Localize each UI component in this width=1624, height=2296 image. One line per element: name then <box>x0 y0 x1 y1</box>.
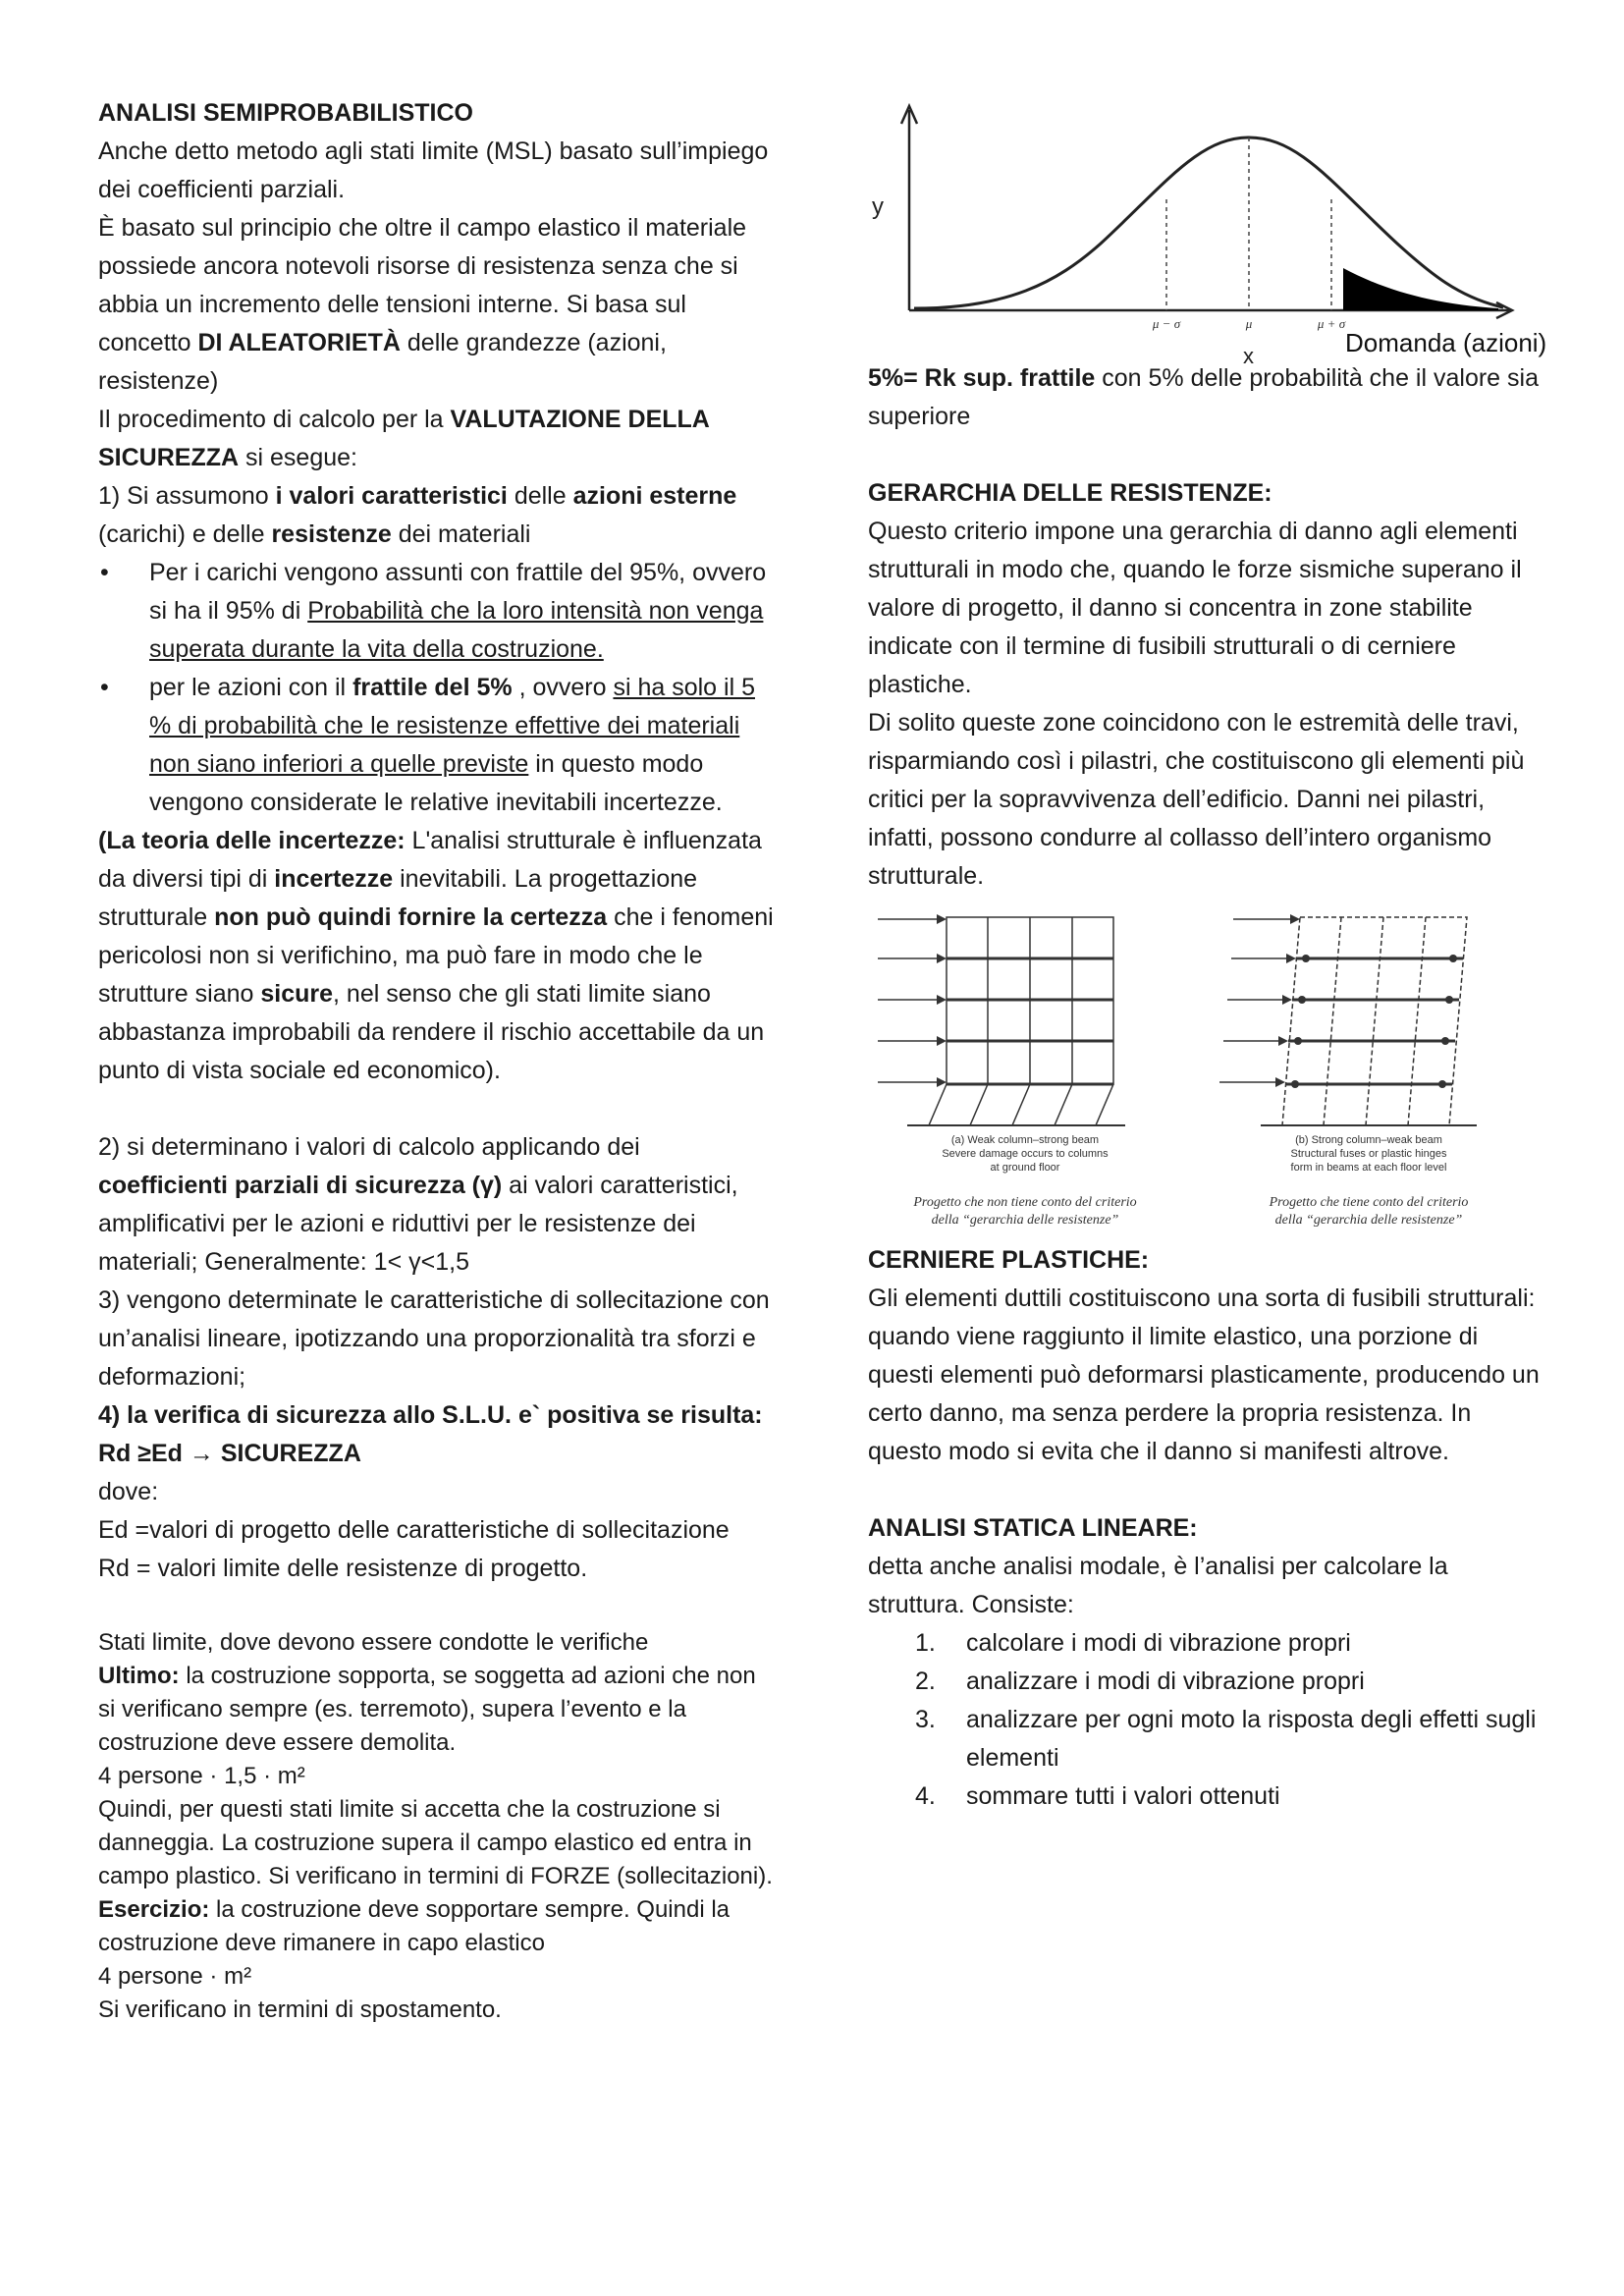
list-item: 1. calcolare i modi di vibrazione propri <box>915 1629 1351 1657</box>
tail-shaded-area <box>1343 268 1498 310</box>
step-2: 2) si determinano i valori di calcolo applicando dei coefficienti parziali di sicurezza (γ) ai valori caratteristici, amplificativi per le azioni e riduttivi per le resistenze dei materiali; Generalmente: 1< γ<1,5 <box>98 1133 738 1276</box>
left-column <box>98 94 776 2027</box>
y-axis-label: y <box>872 193 884 220</box>
frame-weak-column <box>878 917 1125 1125</box>
right-column <box>868 94 1545 1816</box>
bullet-list <box>98 554 776 822</box>
step-3: 3) vengono determinate le caratteristiche di sollecitazione con un’analisi lineare, ipotizzando una proporzionalità tra sforzi e deformazioni; <box>98 1286 770 1391</box>
frame-a-caption-2: della “gerarchia delle resistenze” <box>931 1213 1119 1228</box>
frame-b-label-1: (b) Strong column–weak beam <box>1295 1134 1442 1146</box>
section-title-gerarchia: GERARCHIA DELLE RESISTENZE: <box>868 479 1272 507</box>
frames-figure-captions <box>868 1192 1545 1231</box>
stati-limite-block <box>98 1626 776 2027</box>
frame-a-caption-1: Progetto che non tiene conto del criterio <box>913 1195 1137 1210</box>
step-1: 1) Si assumono i valori caratteristici delle azioni esterne (carichi) e delle resistenze dei materiali <box>98 482 737 548</box>
frame-b-caption-2: della “gerarchia delle resistenze” <box>1274 1213 1463 1228</box>
tick-mu-minus-sigma: μ − σ <box>1152 316 1181 331</box>
frame-b-caption-1: Progetto che tiene conto del criterio <box>1269 1195 1469 1210</box>
statica-paragraph: detta anche analisi modale, è l’analisi per calcolare la struttura. Consiste: <box>868 1553 1448 1618</box>
quindi-paragraph: Quindi, per questi stati limite si accetta che la costruzione si danneggia. La costruzione supera il campo elastico ed entra in campo plastico. Si verificano in termini di FORZE (sollecitazioni). <box>98 1796 773 1889</box>
frames-figure <box>868 909 1545 1192</box>
spostamento-paragraph: Si verificano in termini di spostamento. <box>98 1996 502 2023</box>
tick-mu: μ <box>1245 316 1253 331</box>
list-item: 2. analizzare i modi di vibrazione propri <box>915 1667 1365 1695</box>
bullet-item-carichi: • Per i carichi vengono assunti con frattile del 95%, ovvero si ha il 95% di Probabilità che la loro intensità non venga superata durante la vita della costruzione. <box>98 554 776 669</box>
x-axis-label: x <box>1243 344 1254 368</box>
gerarchia-paragraph-2: Di solito queste zone coincidono con le estremità delle travi, risparmiando così i pilastri, che costituiscono gli elementi più critici per la sopravvivenza dell’edificio. Danni nei pilastri, infatti, possono condurre al collasso dell’intero organismo strutturale. <box>868 709 1525 890</box>
bell-curve <box>914 137 1503 308</box>
ed-definition: Ed =valori di progetto delle caratteristiche di sollecitazione <box>98 1516 730 1544</box>
persone-formula-2: 4 persone · m² <box>98 1963 252 1990</box>
frame-strong-column <box>1219 917 1477 1125</box>
rd-definition: Rd = valori limite delle resistenze di progetto. <box>98 1555 588 1582</box>
gerarchia-paragraph-1: Questo criterio impone una gerarchia di danno agli elementi strutturali in modo che, quando le forze sismiche superano il valore di progetto, il danno si concentra in zone stabilite indicate con il termine di fusibili strutturali o di cerniere plastiche. <box>868 518 1522 698</box>
list-item: 3. analizzare per ogni moto la risposta degli effetti sugli elementi <box>915 1706 1537 1772</box>
step-4: 4) la verifica di sicurezza allo S.L.U. e` positiva se risulta: Rd ≥Ed → SICUREZZA <box>98 1401 763 1467</box>
frame-b-label-2: Structural fuses or plastic hinges <box>1290 1148 1447 1160</box>
frame-a-label-1: (a) Weak column–strong beam <box>950 1134 1100 1146</box>
section-title-analisi: ANALISI SEMIPROBABILISTICO <box>98 99 473 127</box>
persone-formula-1: 4 persone · 1,5 · m² <box>98 1763 305 1789</box>
stati-limite-intro: Stati limite, dove devono essere condotte le verifiche <box>98 1629 649 1656</box>
normal-distribution-figure <box>860 86 1567 371</box>
tick-mu-plus-sigma: μ + σ <box>1317 316 1346 331</box>
dove-label: dove: <box>98 1478 159 1505</box>
domanda-label: Domanda (azioni) <box>1345 328 1547 357</box>
numbered-list <box>868 1624 1545 1816</box>
frame-a-label-2: Severe damage occurs to columns <box>942 1148 1109 1160</box>
teoria-incertezze-paragraph: (La teoria delle incertezze: L'analisi strutturale è influenzata da diversi tipi di incertezze inevitabili. La progettazione strutturale non può quindi fornire la certezza che i fenomeni pericolosi non si verifichino, ma può fare in modo che le strutture siano sicure, nel senso che gli stati limite siano abbastanza improbabili da rendere il rischio accettabile da un punto di vista sociale ed economico). <box>98 827 774 1084</box>
arrowheads-left <box>937 914 947 1087</box>
section-title-cerniere: CERNIERE PLASTICHE: <box>868 1246 1150 1274</box>
section-title-statica: ANALISI STATICA LINEARE: <box>868 1514 1198 1542</box>
ultimo-paragraph: Ultimo: la costruzione sopporta, se soggetta ad azioni che non si verificano sempre (es. terremoto), supera l’evento e la costruzione deve essere demolita. <box>98 1663 756 1756</box>
frame-a-label-3: at ground floor <box>990 1162 1060 1174</box>
intro-paragraph-1: Anche detto metodo agli stati limite (MSL) basato sull’impiego dei coefficienti parziali. <box>98 137 769 203</box>
procedure-paragraph: Il procedimento di calcolo per la VALUTAZIONE DELLA SICUREZZA si esegue: <box>98 406 709 471</box>
frame-b-label-3: form in beams at each floor level <box>1290 1162 1447 1174</box>
list-item: 4. sommare tutti i valori ottenuti <box>915 1782 1280 1810</box>
frattile-paragraph: 5%= Rk sup. frattile con 5% delle probabilità che il valore sia superiore <box>868 364 1539 430</box>
esercizio-paragraph: Esercizio: la costruzione deve sopportare sempre. Quindi la costruzione deve rimanere in capo elastico <box>98 1896 731 1956</box>
bullet-item-azioni: • per le azioni con il frattile del 5% , ovvero si ha solo il 5 % di probabilità che le resistenze effettive dei materiali non siano inferiori a quelle previste in questo modo vengono considerate le relative inevitabili incertezze. <box>98 669 776 822</box>
intro-paragraph-2: È basato sul principio che oltre il campo elastico il materiale possiede ancora notevoli risorse di resistenza senza che si abbia un incremento delle tensioni interne. Si basa sul concetto DI ALEATORIETÀ delle grandezze (azioni, resistenze) <box>98 214 747 395</box>
cerniere-paragraph: Gli elementi duttili costituiscono una sorta di fusibili strutturali: quando viene raggiunto il limite elastico, una porzione di questi elementi può deformarsi plasticamente, producendo un certo danno, ma senza perdere la propria resistenza. In questo modo si evita che il danno si manifesti altrove. <box>868 1285 1540 1465</box>
